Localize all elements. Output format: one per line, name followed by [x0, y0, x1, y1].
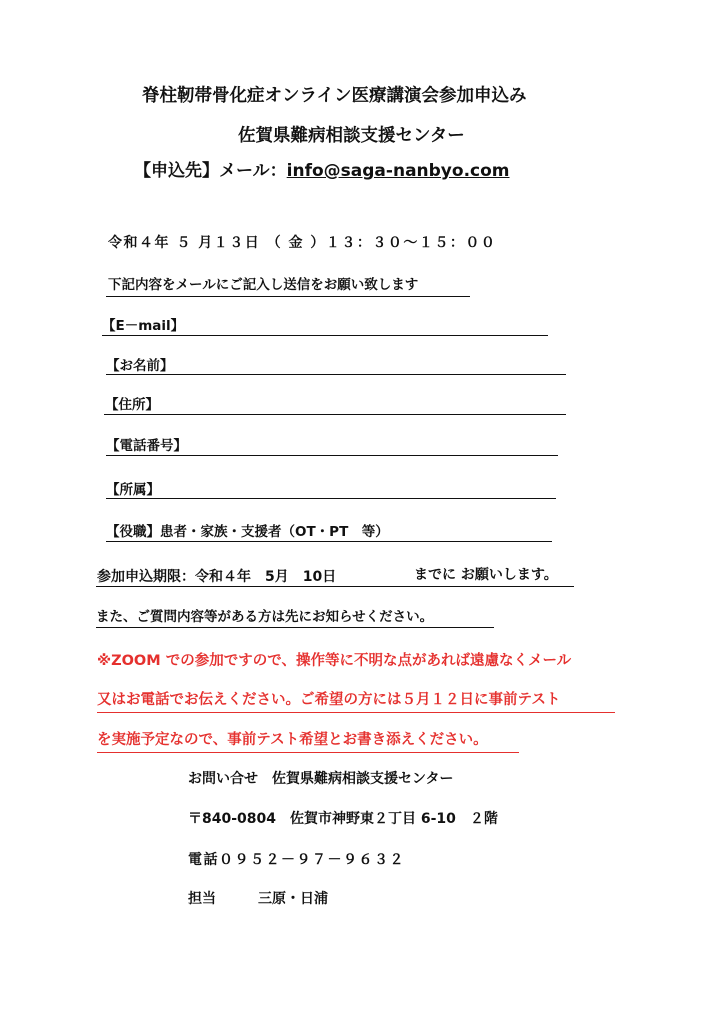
- zoom-notice-line-3: を実施予定なので、事前テスト希望とお書き添えください。: [97, 732, 488, 748]
- address-field-label: 【住所】: [105, 397, 159, 413]
- address-field-line[interactable]: [104, 414, 566, 415]
- deadline-underline: [96, 586, 574, 587]
- event-datetime: 令和４年 ５ 月１３日 （ 金 ）１３：３０～１５：００: [108, 235, 497, 251]
- deadline-label: 参加申込期限：令和４年 5月 10日: [97, 569, 337, 585]
- name-field-line[interactable]: [106, 374, 566, 375]
- inquiry-title: お問い合せ 佐賀県難病相談支援センター: [188, 771, 454, 787]
- inquiry-address: 〒840-0804 佐賀市神野東２丁目 6-10 ２階: [188, 811, 498, 827]
- form-instruction: 下記内容をメールにご記入し送信をお願い致します: [108, 277, 419, 293]
- page-title: 脊柱靭帯骨化症オンライン医療講演会参加申込み: [142, 86, 527, 106]
- deadline-suffix: までに お願いします。: [414, 567, 558, 583]
- email-field-label: 【E－mail】: [102, 318, 185, 334]
- inquiry-staff: 担当 三原・日浦: [188, 891, 328, 907]
- phone-field-line[interactable]: [106, 455, 558, 456]
- position-field-label: 【役職】患者・家族・支援者（OT・PT 等）: [106, 524, 389, 540]
- zoom-notice-line-2: 又はお電話でお伝えください。ご希望の方には５月１２日に事前テスト: [97, 692, 561, 708]
- question-note: また、ご質問内容等がある方は先にお知らせください。: [96, 609, 434, 625]
- affiliation-field-label: 【所属】: [106, 482, 160, 498]
- position-field-line[interactable]: [106, 541, 552, 542]
- contact-line: [134, 163, 510, 180]
- email-link[interactable]: info@saga-nanbyo.com: [286, 161, 510, 181]
- organizer-name: 佐賀県難病相談支援センター: [238, 126, 465, 146]
- instruction-underline: [106, 296, 470, 297]
- zoom-line-3-underline: [97, 752, 519, 753]
- question-underline: [96, 627, 494, 628]
- email-field-line[interactable]: [102, 335, 548, 336]
- zoom-notice-line-1: ※ZOOM での参加ですので、操作等に不明な点があれば遠慮なくメール: [97, 653, 572, 669]
- inquiry-phone: 電話０９５２－９７－９６３２: [188, 852, 405, 868]
- name-field-label: 【お名前】: [106, 358, 174, 374]
- zoom-line-2-underline: [97, 712, 615, 713]
- phone-field-label: 【電話番号】: [106, 438, 187, 454]
- affiliation-field-line[interactable]: [106, 498, 556, 499]
- contact-prefix: 【申込先】メール：: [134, 161, 287, 181]
